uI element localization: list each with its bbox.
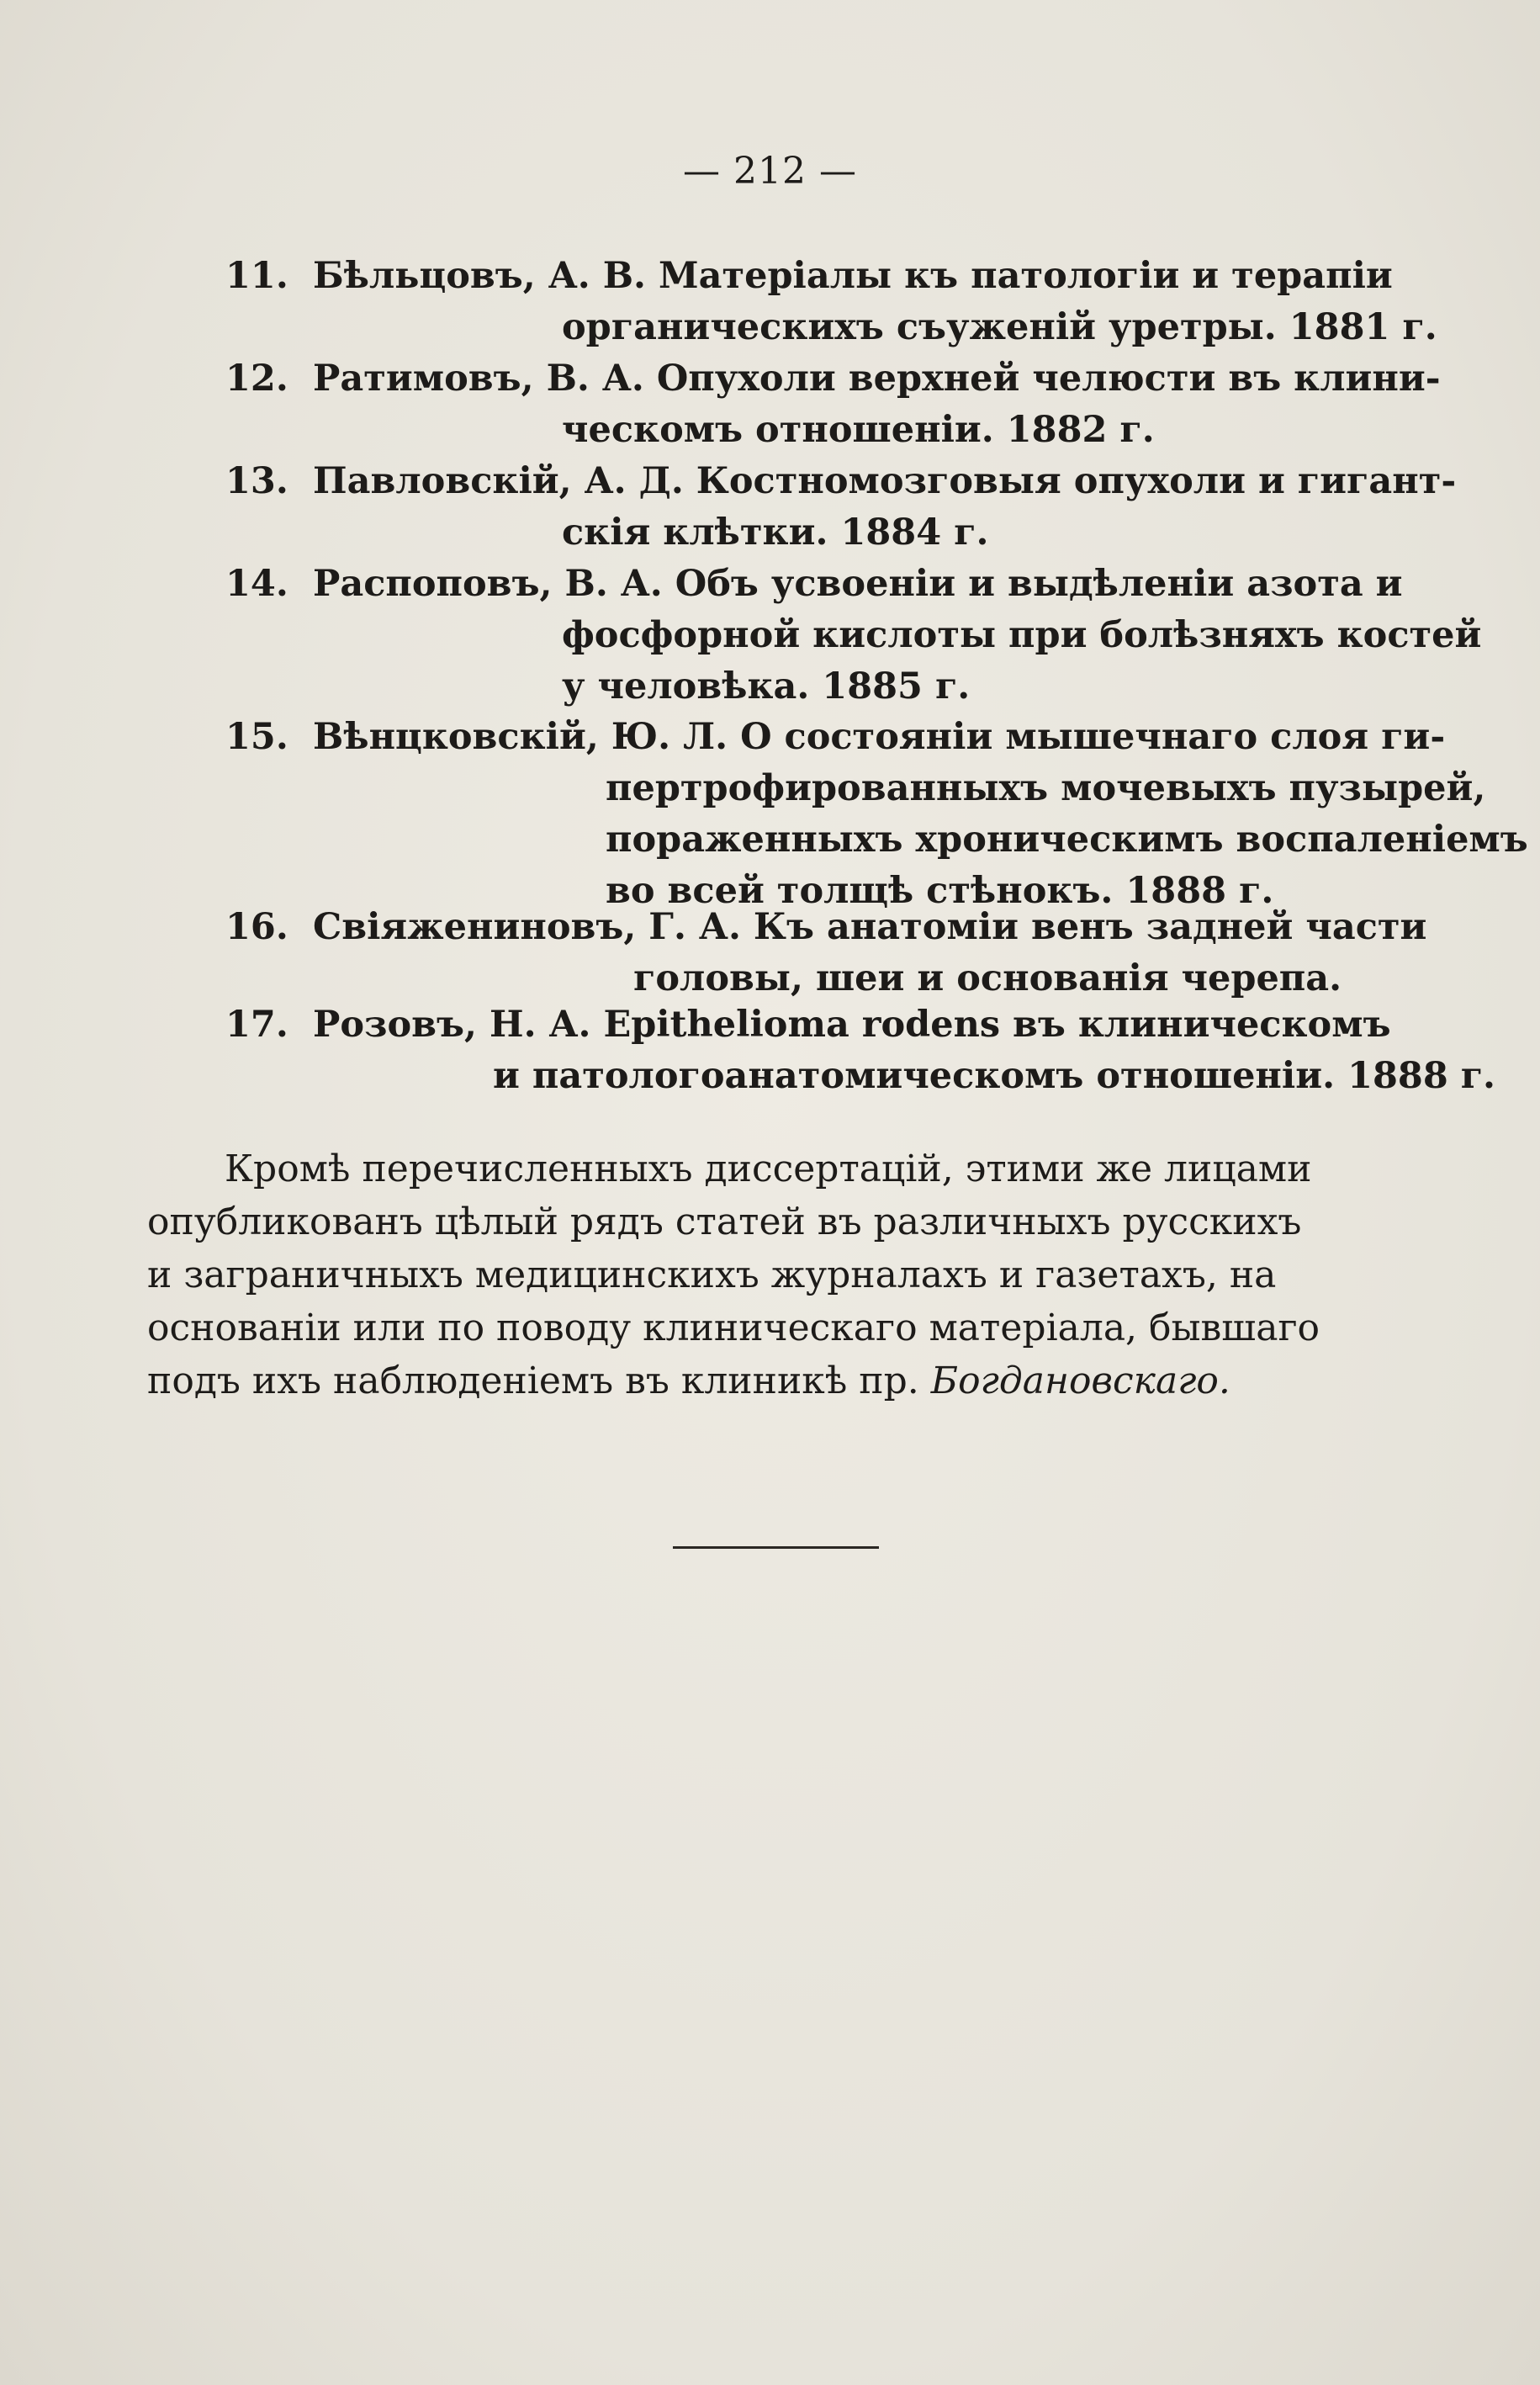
paragraph-line: Кромѣ перечисленныхъ диссертацій, этими же лицами bbox=[225, 1147, 1312, 1190]
entry-line: скія клѣтки. 1884 г. bbox=[562, 511, 989, 554]
entry-line: Розовъ, Н. А. Epithelioma rodens въ клиническомъ bbox=[313, 1004, 1391, 1046]
bibliography-entry-15 bbox=[225, 712, 1528, 917]
entry-line: и патологоанатомическомъ отношеніи. 1888 г. bbox=[493, 1055, 1496, 1097]
bibliography-entry-12 bbox=[225, 353, 1441, 456]
page-number: — 212 — bbox=[683, 150, 857, 193]
entry-line: у человѣка. 1885 г. bbox=[562, 665, 971, 708]
entry-line: Вѣнцковскій, Ю. Л. О состояніи мышечнаго слоя ги- bbox=[313, 716, 1446, 758]
paragraph-last-line bbox=[147, 1354, 1396, 1407]
entry-line: органическихъ съуженій уретры. 1881 г. bbox=[562, 306, 1437, 348]
entry-line: пораженныхъ хроническимъ воспаленіемъ bbox=[606, 819, 1528, 861]
paragraph-line-prefix: подъ ихъ наблюденіемъ въ клиникѣ пр. bbox=[147, 1359, 919, 1402]
entry-line: пертрофированныхъ мочевыхъ пузырей, bbox=[606, 767, 1486, 809]
closing-paragraph bbox=[147, 1142, 1396, 1407]
entry-line: Ратимовъ, В. А. Опухоли верхней челюсти въ клини- bbox=[313, 358, 1441, 400]
entry-number: 16. bbox=[225, 906, 288, 948]
entry-line: Распоповъ, В. А. Объ усвоеніи и выдѣленіи азота и bbox=[313, 563, 1403, 605]
entry-line: во всей толщѣ стѣнокъ. 1888 г. bbox=[606, 870, 1274, 912]
entry-number: 17. bbox=[225, 1004, 288, 1046]
section-divider bbox=[673, 1546, 879, 1549]
paragraph-line: основаніи или по поводу клиническаго матеріала, бывшаго bbox=[147, 1306, 1320, 1349]
entry-number: 15. bbox=[225, 716, 288, 758]
entry-line: Павловскій, А. Д. Костномозговыя опухоли и гигант- bbox=[313, 460, 1457, 502]
bibliography-entry-14 bbox=[225, 559, 1482, 713]
bibliography-entry-17 bbox=[225, 999, 1496, 1102]
entry-line: Бѣльцовъ, А. В. Матеріалы къ патологіи и терапіи bbox=[313, 255, 1393, 297]
bibliography-entry-11 bbox=[225, 251, 1437, 353]
bibliography-entry-13 bbox=[225, 456, 1457, 559]
entry-line: Свіяжениновъ, Г. А. Къ анатоміи венъ задней части bbox=[313, 906, 1427, 948]
entry-number: 11. bbox=[225, 255, 288, 297]
paragraph-line: опубликованъ цѣлый рядъ статей въ различныхъ русскихъ bbox=[147, 1200, 1302, 1243]
paragraph-line: и заграничныхъ медицинскихъ журналахъ и газетахъ, на bbox=[147, 1253, 1277, 1296]
entry-line: головы, шеи и основанія черепа. bbox=[633, 957, 1342, 999]
entry-number: 14. bbox=[225, 563, 288, 605]
professor-name: Богдановскаго. bbox=[930, 1359, 1230, 1402]
entry-line: фосфорной кислоты при болѣзняхъ костей bbox=[562, 614, 1482, 656]
entry-number: 12. bbox=[225, 358, 288, 400]
bibliography-entry-16 bbox=[225, 902, 1427, 1004]
entry-number: 13. bbox=[225, 460, 288, 502]
entry-line: ческомъ отношеніи. 1882 г. bbox=[562, 409, 1155, 451]
